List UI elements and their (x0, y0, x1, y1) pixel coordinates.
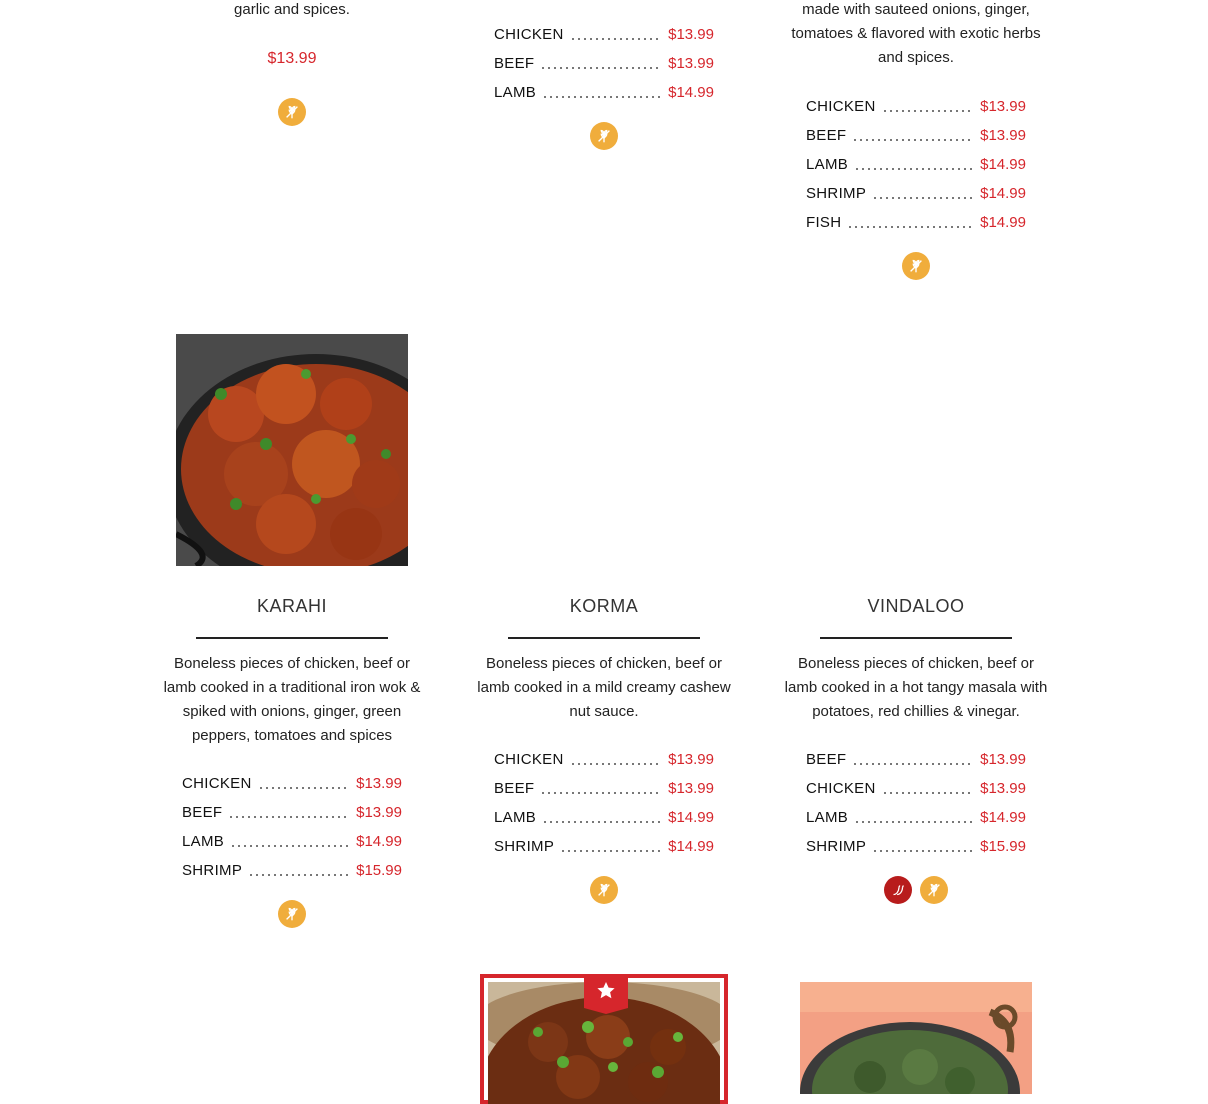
karahi-photo (176, 334, 408, 566)
gluten-free-icon (920, 876, 948, 904)
chili-pepper-icon (884, 876, 912, 904)
title-divider (196, 637, 388, 639)
list-item: CHICKEN $13.99 (806, 780, 1026, 797)
list-item: LAMB $14.99 (494, 809, 714, 826)
list-item: CHICKEN $13.99 (182, 775, 402, 792)
gluten-free-icon (278, 900, 306, 928)
dish-description: Boneless pieces of chicken, beef or lamb cooked in a hot tangy masala with potatoes, red chillies & vinegar. (784, 655, 1048, 720)
featured-dish-card[interactable] (480, 974, 728, 1104)
list-item: LAMB $14.99 (806, 809, 1026, 826)
list-item: SHRIMP $15.99 (806, 838, 1026, 855)
title-divider (820, 637, 1012, 639)
gluten-free-icon (902, 252, 930, 280)
list-item: BEEF $13.99 (494, 55, 714, 72)
list-item: BEEF $13.99 (182, 804, 402, 821)
list-item: BEEF $13.99 (494, 780, 714, 797)
list-item: CHICKEN $13.99 (494, 751, 714, 768)
dish-description: made with sauteed onions, ginger, tomatoes & flavored with exotic herbs and spices. (791, 1, 1041, 66)
dish-price: $13.99 (267, 50, 317, 67)
gluten-free-icon (278, 98, 306, 126)
dish-title: KORMA (569, 596, 639, 616)
dish-description: Boneless pieces of chicken, beef or lamb cooked in a traditional iron wok & spiked with onions, ginger, green peppers, tomatoes and spices (163, 655, 421, 744)
list-item: CHICKEN $13.99 (806, 98, 1026, 115)
list-item: LAMB $14.99 (182, 833, 402, 850)
list-item: BEEF $13.99 (806, 127, 1026, 144)
list-item: SHRIMP $14.99 (494, 838, 714, 855)
list-item: CHICKEN $13.99 (494, 26, 714, 43)
list-item: BEEF $13.99 (806, 751, 1026, 768)
list-item: FISH $14.99 (806, 214, 1026, 231)
list-item: SHRIMP $14.99 (806, 185, 1026, 202)
saag-dish-photo (800, 982, 1032, 1094)
dish-description: Boneless pieces of chicken, beef or lamb cooked in a mild creamy cashew nut sauce. (477, 655, 731, 720)
gluten-free-icon (590, 876, 618, 904)
title-divider (508, 637, 700, 639)
list-item: LAMB $14.99 (494, 84, 714, 101)
list-item: SHRIMP $15.99 (182, 862, 402, 879)
gluten-free-icon (590, 122, 618, 150)
list-item: LAMB $14.99 (806, 156, 1026, 173)
featured-ribbon (584, 974, 628, 1014)
dish-description-tail: garlic and spices. (234, 1, 350, 18)
dish-title: VINDALOO (867, 596, 965, 616)
dish-title: KARAHI (256, 596, 328, 616)
